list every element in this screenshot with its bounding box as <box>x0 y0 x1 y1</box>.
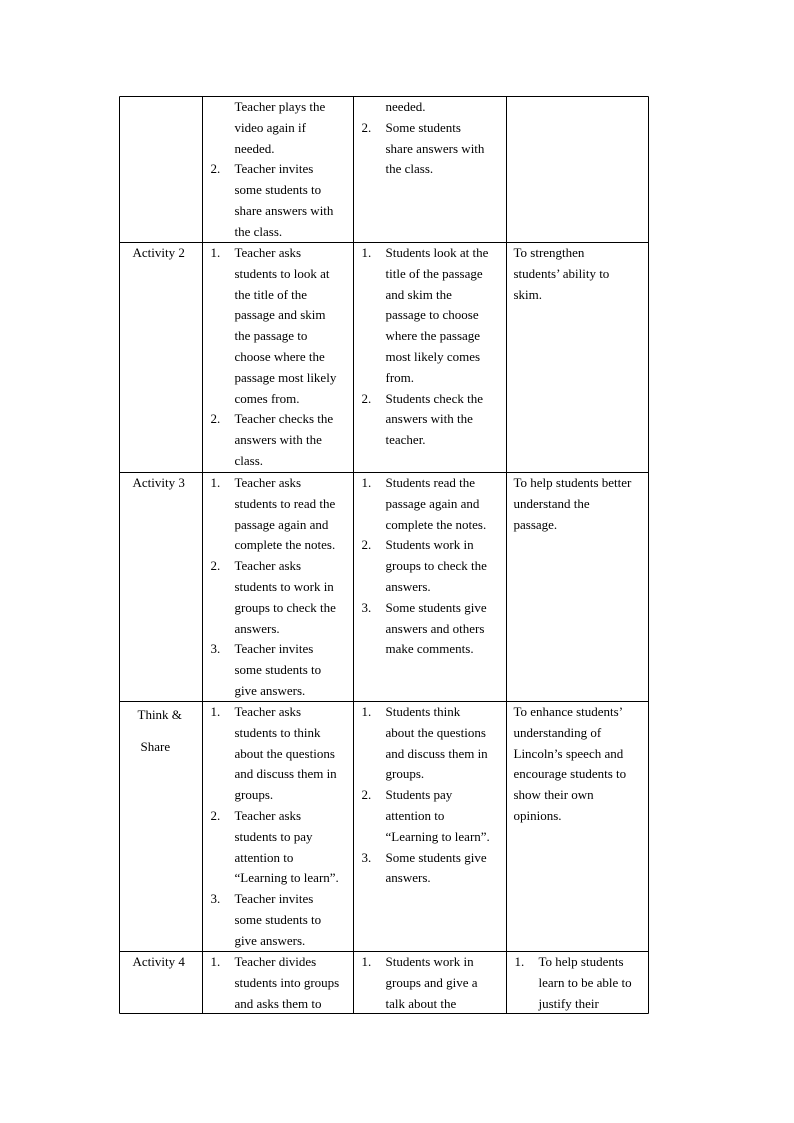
list-item-text: some students to <box>234 662 322 678</box>
list-number: 3. <box>210 891 221 907</box>
list-item-text: give answers. <box>234 683 306 698</box>
list-item-text: talk about the <box>385 995 457 1011</box>
list-number: 2. <box>210 161 221 177</box>
list-item-text: Teacher invites <box>234 161 314 177</box>
list-item-text: answers with the <box>385 411 473 427</box>
list-item-text: justify their <box>538 995 599 1011</box>
list-item-text: students into groups <box>234 974 340 990</box>
list-number: 1. <box>361 704 372 719</box>
list-item-text: learn to be able to <box>538 974 632 990</box>
list-item-text: Teacher invites <box>234 891 314 907</box>
purpose-text: show their own <box>513 787 594 803</box>
list-number: 2. <box>361 787 372 803</box>
list-item-text: comes from. <box>234 390 300 406</box>
list-item-text: from. <box>385 369 415 385</box>
list-item-text: complete the notes. <box>385 516 487 532</box>
list-item-text: answers and others <box>385 620 485 636</box>
list-item-text: the class. <box>385 161 434 177</box>
purpose-text: skim. <box>513 286 543 302</box>
list-item-text: Students pay <box>385 787 453 803</box>
list-number: 3. <box>361 599 372 615</box>
list-item-text: Students work in <box>385 954 474 969</box>
stage-label: Activity 2 <box>132 245 185 260</box>
list-item-text: passage to choose <box>385 307 479 323</box>
list-item-text: answers with the <box>234 432 322 448</box>
list-item-text: share answers with <box>234 203 334 218</box>
list-item-text: groups. <box>385 766 425 782</box>
list-item-text: choose where the <box>234 349 325 364</box>
list-item-text: Teacher asks <box>234 558 302 574</box>
purpose-text: understanding of <box>513 724 602 740</box>
list-item-text: “Learning to learn”. <box>234 870 339 886</box>
list-item-text: groups to check the <box>385 558 487 574</box>
list-number: 1. <box>361 475 372 490</box>
list-item-text: class. <box>234 453 264 468</box>
list-item-text: Teacher invites <box>234 641 314 657</box>
list-item-text: Teacher asks <box>234 704 302 719</box>
list-item-text: passage again and <box>385 495 480 511</box>
list-item-text: Teacher plays the <box>234 99 326 114</box>
list-item-text: Students check the <box>385 390 483 406</box>
list-item-text: some students to <box>234 182 322 198</box>
list-item-text: most likely comes <box>385 349 481 364</box>
list-item-text: and asks them to <box>234 995 322 1011</box>
stage-label: Activity 4 <box>132 954 185 969</box>
list-item-text: complete the notes. <box>234 537 336 553</box>
list-item-text: “Learning to learn”. <box>385 828 490 844</box>
stage-label: Think & <box>137 707 182 722</box>
list-number: 2. <box>361 537 372 553</box>
stage-label: Activity 3 <box>132 475 185 490</box>
list-item-text: some students to <box>234 912 322 927</box>
list-number: 2. <box>210 808 221 823</box>
purpose-text: opinions. <box>513 808 562 823</box>
list-item-text: and skim the <box>385 286 452 302</box>
purpose-text: students’ ability to <box>513 265 610 281</box>
list-item-text: Teacher asks <box>234 245 302 260</box>
purpose-text: encourage students to <box>513 766 627 782</box>
list-item-text: the title of the <box>234 286 308 302</box>
list-item-text: the passage to <box>234 328 308 344</box>
list-item-text: passage most likely <box>234 369 337 385</box>
list-item-text: about the questions <box>234 745 335 761</box>
list-item-text: passage again and <box>234 516 329 532</box>
list-number: 1. <box>210 954 221 969</box>
list-item-text: Some students give <box>385 849 487 865</box>
purpose-text: understand the <box>513 495 590 511</box>
list-item-text: passage and skim <box>234 307 326 323</box>
list-number: 1. <box>361 954 372 969</box>
list-item-text: give answers. <box>234 932 306 948</box>
purpose-text: Lincoln’s speech and <box>513 745 624 761</box>
list-item-text: Teacher asks <box>234 808 302 823</box>
list-number: 2. <box>210 411 221 427</box>
list-item-text: Teacher checks the <box>234 411 334 427</box>
list-number: 3. <box>210 641 221 657</box>
list-number: 1. <box>361 245 372 260</box>
list-item-text: students to think <box>234 724 321 740</box>
list-item-text: Teacher asks <box>234 475 302 490</box>
purpose-text: To help students better <box>513 475 632 490</box>
purpose-text: To strengthen <box>513 245 585 260</box>
list-item-text: share answers with <box>385 140 485 156</box>
stage-label: Share <box>140 739 171 754</box>
list-item-text: and discuss them in <box>234 766 337 782</box>
list-item-text: title of the passage <box>385 265 483 281</box>
list-number: 3. <box>361 849 372 865</box>
list-number: 1. <box>210 704 221 719</box>
list-item-text: answers. <box>385 870 431 886</box>
list-item-text: the class. <box>234 223 283 239</box>
list-number: 1. <box>514 954 525 969</box>
list-item-text: where the passage <box>385 328 481 344</box>
list-number: 2. <box>210 558 221 574</box>
list-item-text: attention to <box>234 849 294 865</box>
list-item-text: Students read the <box>385 475 476 490</box>
list-item-text: students to pay <box>234 828 313 844</box>
list-number: 2. <box>361 119 372 135</box>
list-item-text: students to read the <box>234 495 336 511</box>
list-item-text: groups to check the <box>234 599 336 615</box>
list-item-text: Teacher divides <box>234 954 317 969</box>
list-item-text: Students look at the <box>385 245 489 260</box>
list-item-text: Some students give <box>385 599 487 615</box>
list-item-text: Students think <box>385 704 461 719</box>
list-item-text: students to look at <box>234 265 330 281</box>
list-item-text: students to work in <box>234 579 334 594</box>
list-item-text: Students work in <box>385 537 474 553</box>
list-item-text: Some students <box>385 119 461 135</box>
list-item-text: and discuss them in <box>385 745 488 761</box>
list-item-text: teacher. <box>385 432 426 448</box>
purpose-text: To enhance students’ <box>513 704 624 719</box>
list-item-text: To help students <box>538 954 624 969</box>
list-number: 2. <box>361 390 372 406</box>
list-item-text: answers. <box>385 579 431 594</box>
list-item-text: needed. <box>385 99 426 114</box>
list-number: 1. <box>210 475 221 490</box>
list-item-text: about the questions <box>385 724 486 740</box>
list-item-text: attention to <box>385 808 445 823</box>
list-item-text: groups and give a <box>385 974 478 990</box>
list-item-text: needed. <box>234 140 275 156</box>
list-item-text: answers. <box>234 620 280 636</box>
list-item-text: video again if <box>234 119 306 135</box>
list-item-text: make comments. <box>385 641 474 657</box>
list-number: 1. <box>210 245 221 260</box>
purpose-text: passage. <box>513 516 558 532</box>
list-item-text: groups. <box>234 787 274 803</box>
